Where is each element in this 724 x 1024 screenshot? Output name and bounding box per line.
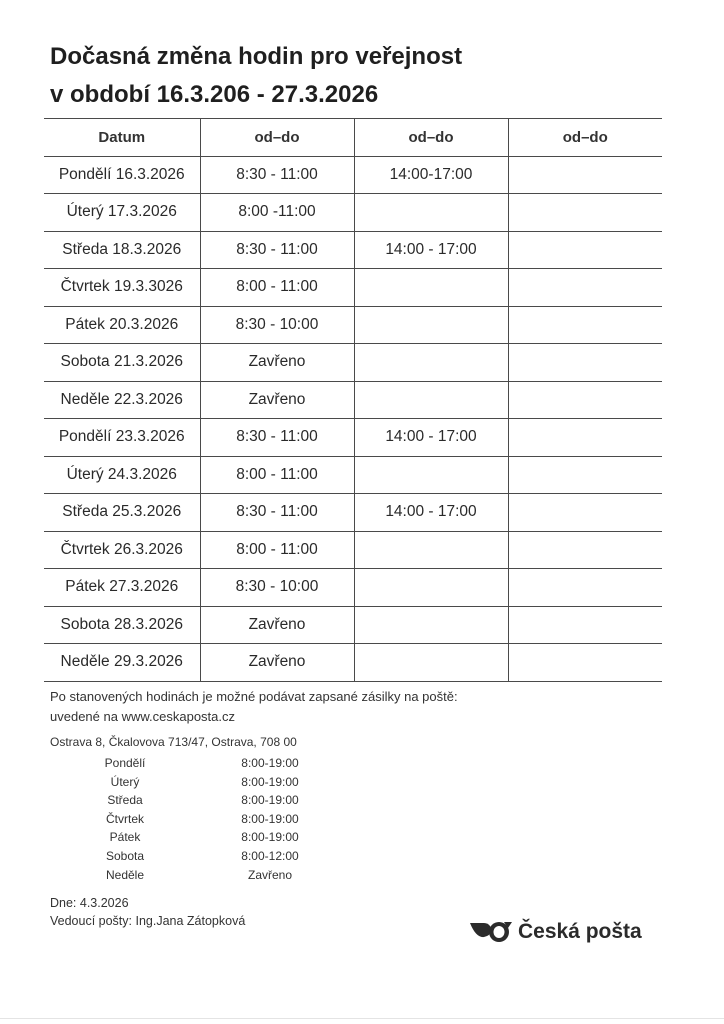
cell-slot1: 8:00 -11:00 xyxy=(200,194,354,232)
column-header-slot2: od–do xyxy=(354,119,508,157)
cell-date: Pondělí 16.3.2026 xyxy=(44,156,200,194)
cell-date: Úterý 17.3.2026 xyxy=(44,194,200,232)
cell-date: Pátek 27.3.2026 xyxy=(44,569,200,607)
table-row xyxy=(44,344,662,382)
hours-day: Pondělí xyxy=(104,756,146,770)
cell-slot2 xyxy=(354,306,508,344)
footer xyxy=(50,894,245,930)
title-line-1: Dočasná změna hodin pro veřejnost xyxy=(50,43,463,70)
table-row xyxy=(44,531,662,569)
table-row xyxy=(44,569,662,607)
hours-time: 8:00-19:00 xyxy=(241,774,299,789)
hours-time: 8:00-19:00 xyxy=(241,756,299,770)
hours-day: Středa xyxy=(107,793,143,808)
cell-slot1: Zavřeno xyxy=(200,344,354,382)
cell-date: Čtvrtek 19.3.3026 xyxy=(44,269,200,307)
hours-row xyxy=(50,866,330,885)
hours-table xyxy=(44,118,662,682)
cell-slot2: 14:00 - 17:00 xyxy=(354,231,508,269)
cell-date: Pátek 20.3.2026 xyxy=(44,306,200,344)
post-manager: Vedoucí pošty: Ing.Jana Zátopková xyxy=(50,914,246,928)
cell-slot1: 8:00 - 11:00 xyxy=(200,269,354,307)
note-line-2: uvedené na www.ceskaposta.cz xyxy=(50,709,235,724)
cell-date: Sobota 21.3.2026 xyxy=(44,344,200,382)
cell-slot3 xyxy=(508,606,662,644)
cell-slot3 xyxy=(508,644,662,682)
column-header-date: Datum xyxy=(44,119,200,157)
hours-time: 8:00-19:00 xyxy=(241,793,299,808)
alternate-office-address: Ostrava 8, Čkalovova 713/47, Ostrava, 708 00 xyxy=(50,735,297,749)
cell-slot2: 14:00 - 17:00 xyxy=(354,419,508,457)
alternate-office-hours xyxy=(50,754,330,884)
cell-slot1: Zavřeno xyxy=(200,381,354,419)
table-row xyxy=(44,456,662,494)
cell-slot2: 14:00-17:00 xyxy=(354,156,508,194)
hours-row xyxy=(50,810,330,829)
scan-edge-line xyxy=(0,1018,724,1019)
cell-date: Středa 18.3.2026 xyxy=(44,231,200,269)
cell-slot3 xyxy=(508,381,662,419)
hours-time: 8:00-19:00 xyxy=(241,811,299,826)
cell-date: Sobota 28.3.2026 xyxy=(44,606,200,644)
hours-row xyxy=(50,847,330,866)
cell-slot2 xyxy=(354,194,508,232)
hours-row xyxy=(50,828,330,847)
cell-slot3 xyxy=(508,569,662,607)
cell-slot3 xyxy=(508,494,662,532)
hours-time: Zavřeno xyxy=(247,867,293,882)
table-row xyxy=(44,419,662,457)
cell-date: Pondělí 23.3.2026 xyxy=(44,419,200,457)
hours-row xyxy=(50,791,330,810)
cell-slot1: 8:00 - 11:00 xyxy=(200,531,354,569)
cell-slot3 xyxy=(508,419,662,457)
page-title xyxy=(50,38,610,114)
cell-slot3 xyxy=(508,306,662,344)
hours-day: Pátek xyxy=(109,830,141,845)
ceska-posta-logo xyxy=(470,920,642,944)
cell-slot3 xyxy=(508,456,662,494)
cell-date: Neděle 29.3.2026 xyxy=(44,644,200,682)
cell-slot2 xyxy=(354,531,508,569)
cell-slot1: 8:30 - 11:00 xyxy=(200,494,354,532)
cell-slot3 xyxy=(508,156,662,194)
column-header-slot1: od–do xyxy=(200,119,354,157)
table-row xyxy=(44,644,662,682)
cell-date: Středa 25.3.2026 xyxy=(44,494,200,532)
table-row xyxy=(44,494,662,532)
logo-text: Česká pošta xyxy=(518,920,642,943)
hours-time: 8:00-12:00 xyxy=(241,848,299,863)
table-header-row xyxy=(44,119,662,157)
hours-day: Neděle xyxy=(105,867,145,882)
table-row xyxy=(44,381,662,419)
note-line-1: Po stanovených hodinách je možné podávat zapsané zásilky na poště: xyxy=(50,689,458,704)
cell-slot3 xyxy=(508,194,662,232)
cell-date: Úterý 24.3.2026 xyxy=(44,456,200,494)
post-hours-note xyxy=(50,687,458,727)
issue-date: Dne: 4.3.2026 xyxy=(50,896,129,910)
cell-slot2 xyxy=(354,344,508,382)
cell-slot3 xyxy=(508,344,662,382)
hours-time: 8:00-19:00 xyxy=(241,830,299,845)
title-line-2: v období 16.3.206 - 27.3.2026 xyxy=(50,81,379,108)
hours-day: Úterý xyxy=(110,774,140,789)
table-row xyxy=(44,306,662,344)
cell-slot2 xyxy=(354,456,508,494)
cell-slot1: 8:30 - 11:00 xyxy=(200,156,354,194)
cell-slot1: Zavřeno xyxy=(200,644,354,682)
hours-row xyxy=(50,754,330,773)
cell-slot1: 8:00 - 11:00 xyxy=(200,456,354,494)
hours-day: Čtvrtek xyxy=(105,811,144,826)
cell-slot3 xyxy=(508,531,662,569)
table-row xyxy=(44,269,662,307)
cell-slot1: 8:30 - 10:00 xyxy=(200,306,354,344)
cell-date: Čtvrtek 26.3.2026 xyxy=(44,531,200,569)
cell-date: Neděle 22.3.2026 xyxy=(44,381,200,419)
post-horn-icon xyxy=(470,920,512,944)
cell-slot1: 8:30 - 11:00 xyxy=(200,231,354,269)
cell-slot2 xyxy=(354,644,508,682)
cell-slot2 xyxy=(354,269,508,307)
cell-slot3 xyxy=(508,269,662,307)
hours-day: Sobota xyxy=(105,848,145,863)
cell-slot2 xyxy=(354,569,508,607)
cell-slot1: Zavřeno xyxy=(200,606,354,644)
hours-row xyxy=(50,773,330,792)
table-row xyxy=(44,231,662,269)
table-row xyxy=(44,194,662,232)
cell-slot1: 8:30 - 11:00 xyxy=(200,419,354,457)
cell-slot2 xyxy=(354,381,508,419)
cell-slot2: 14:00 - 17:00 xyxy=(354,494,508,532)
column-header-slot3: od–do xyxy=(508,119,662,157)
cell-slot2 xyxy=(354,606,508,644)
table-row xyxy=(44,606,662,644)
table-row xyxy=(44,156,662,194)
cell-slot1: 8:30 - 10:00 xyxy=(200,569,354,607)
cell-slot3 xyxy=(508,231,662,269)
